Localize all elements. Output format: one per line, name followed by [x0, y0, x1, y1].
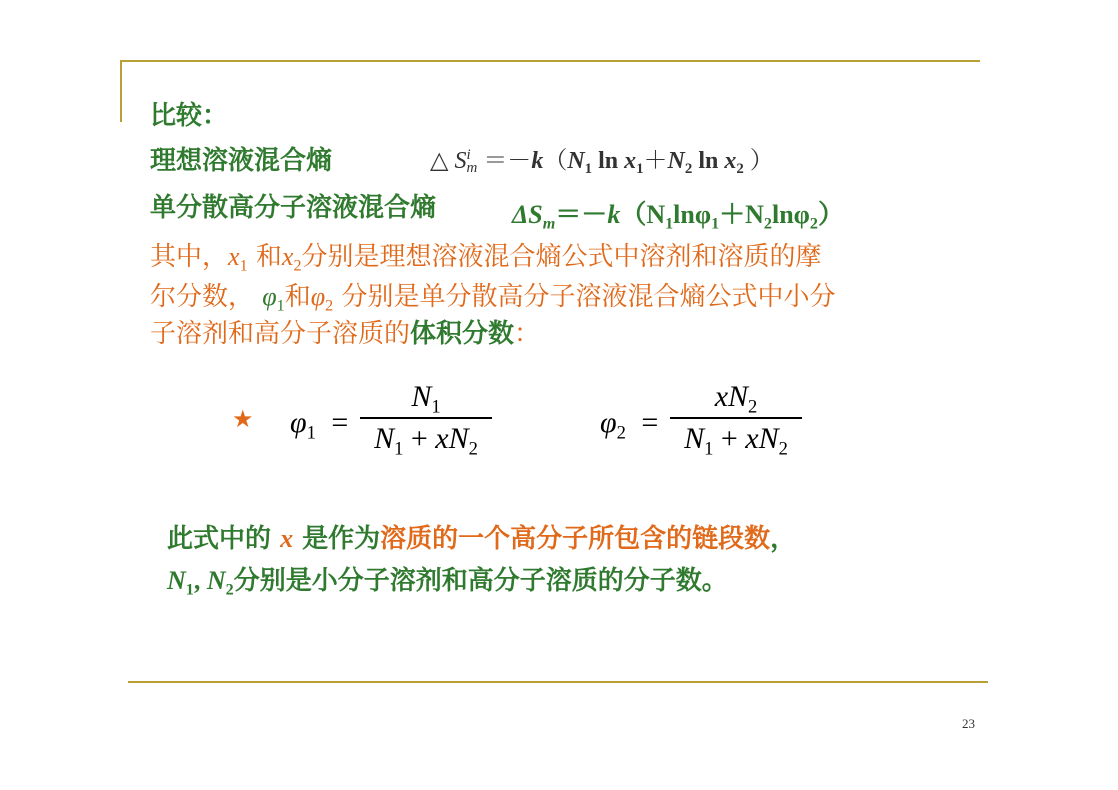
phi2-fraction: $xN_2$ $N_1 + xN_2$	[670, 380, 802, 456]
explain-line-2: 尔分数， $\varphi_1$和$\varphi_2$ 分别是单分散高分子溶液混合熵公式中小分	[150, 282, 836, 315]
note-line-2: $N_1$, $N_2$分别是小分子溶剂和高分子溶质的分子数。	[167, 566, 728, 599]
star-icon: ★	[232, 405, 254, 433]
frame-bottom-rule	[128, 681, 988, 683]
note-line-1: 此式中的 x 是作为溶质的一个高分子所包含的链段数，	[167, 524, 797, 554]
mono-label: 单分散高分子溶液混合熵	[150, 193, 437, 223]
explain-line-1: 其中，$x_1$ 和$x_2$分别是理想溶液混合熵公式中溶剂和溶质的摩	[150, 242, 822, 275]
slide-heading: 比较：	[150, 101, 229, 131]
ideal-label: 理想溶液混合熵	[150, 146, 333, 176]
mono-formula: $\Delta S_m=-k(N_1\ln\varphi_1+N_2\ln\varphi_2)$	[512, 200, 844, 233]
phi1-fraction: $N_1$ $N_1 + xN_2$	[360, 380, 492, 456]
ideal-formula: △ Si $m =-k(N_1$ $\ln x_1+N_2$ $\ln x_2$ ）	[430, 146, 774, 178]
page-number: 23	[962, 716, 975, 731]
explain-line-3: 子溶剂和高分子溶质的体积分数：	[150, 319, 541, 349]
frame-left-rule	[120, 60, 122, 122]
frame-top-rule	[120, 60, 980, 62]
